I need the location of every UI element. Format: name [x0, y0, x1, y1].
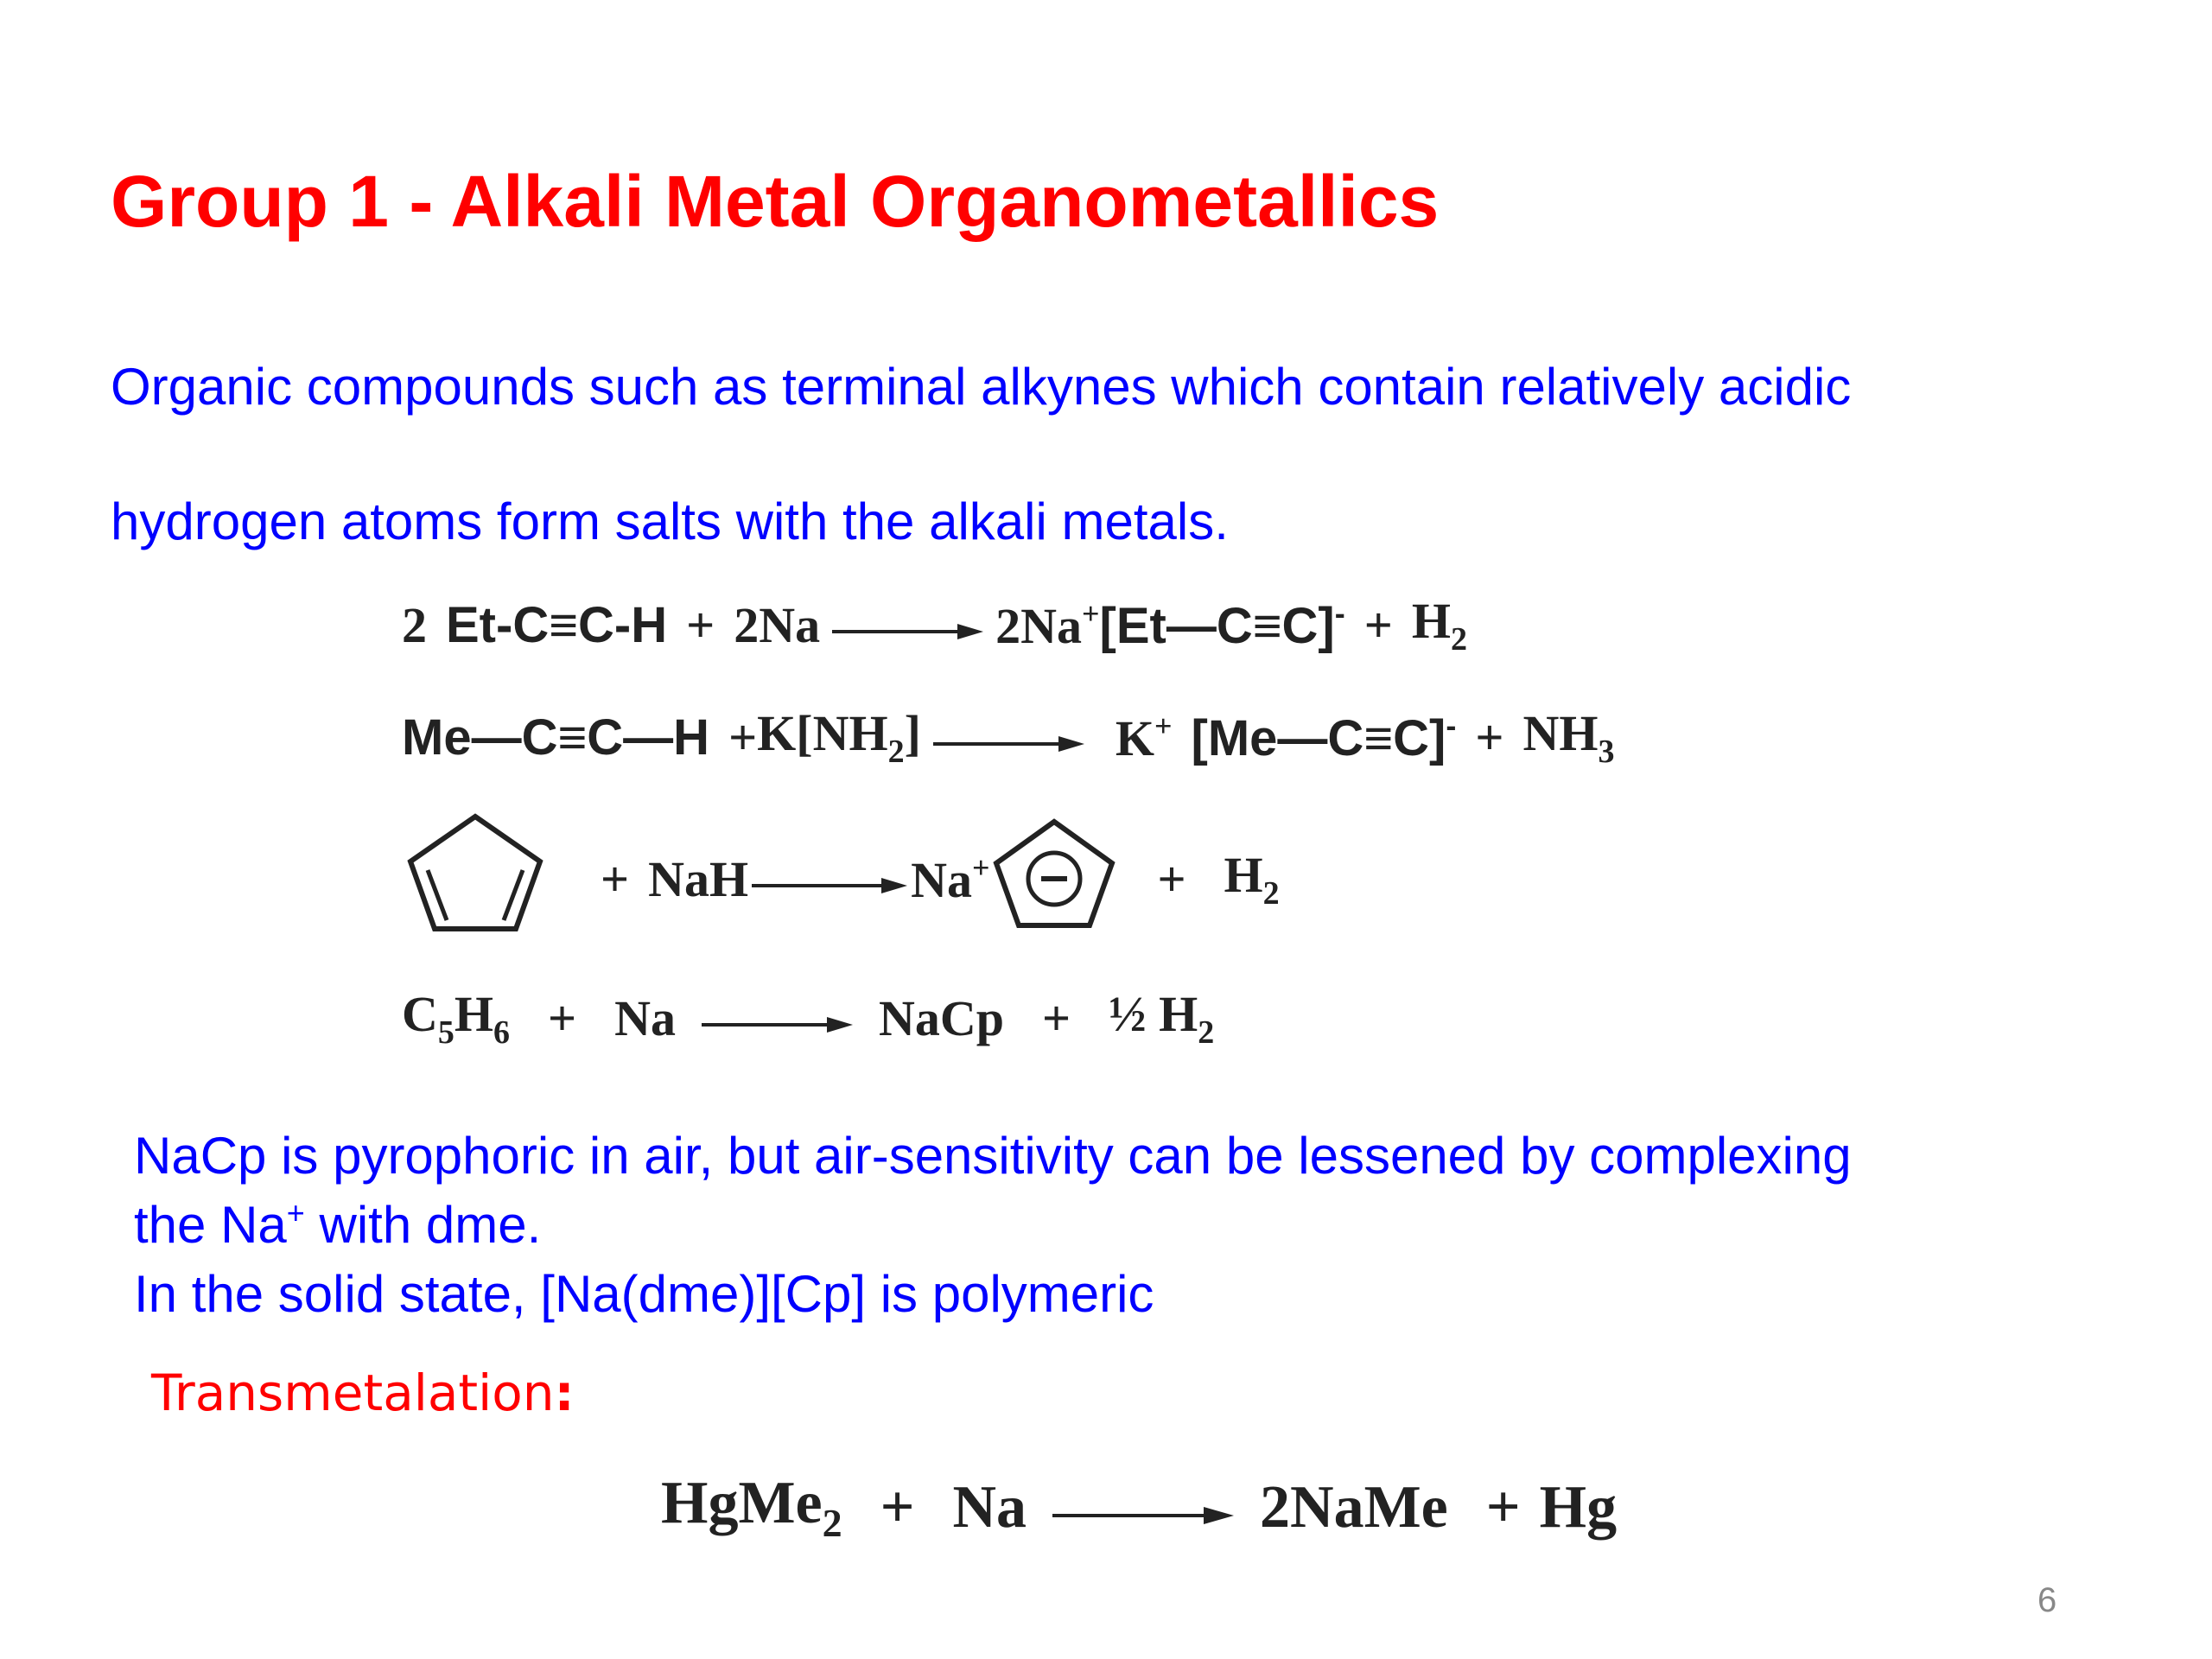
reaction-2	[402, 704, 1614, 771]
r2-reagent: $K[NH_2]$	[757, 705, 921, 770]
note-line-3: In the solid state, [Na(dme)][Cp] is polymeric	[134, 1265, 1154, 1323]
r2-product-cation: K+	[1115, 709, 1173, 766]
r5-byproduct: Hg	[1539, 1473, 1618, 1541]
r1-reactant: Et-C≡C-H	[446, 597, 668, 653]
note-line-1: NaCp is pyrophoric in air, but air-sensitivity can be lessened by complexing	[134, 1127, 1852, 1185]
reaction-arrow-icon	[752, 850, 907, 908]
r2-reactant: Me—C≡C—H	[402, 709, 710, 766]
r1-coefficient: 2	[402, 597, 427, 653]
r2-byproduct: $NH_3$	[1522, 705, 1615, 770]
r2-product-anion: [Me—C≡C]-	[1191, 708, 1457, 766]
r1-plus: +	[686, 597, 715, 653]
r3-byproduct: $H_2$	[1224, 846, 1280, 912]
slide-title: Group 1 - Alkali Metal Organometallics	[111, 161, 1440, 242]
r3-product-cation: Na+	[911, 849, 990, 908]
intro-paragraph	[111, 320, 2037, 589]
reaction-arrow-icon	[832, 596, 983, 654]
note-paragraph	[134, 1122, 2061, 1329]
r5-reactant: HgMe$_2$	[661, 1470, 842, 1545]
r2-plus: +	[728, 709, 758, 766]
r1-byproduct: $H_2$	[1411, 593, 1467, 658]
reaction-arrow-icon	[1052, 1473, 1234, 1542]
r4-plus: +	[548, 990, 577, 1046]
r4-reactant: $C_5H_6$	[402, 986, 511, 1051]
r3-plus-2: +	[1157, 850, 1186, 907]
cyclopentadienide-icon	[989, 815, 1119, 944]
reaction-arrow-icon	[933, 709, 1084, 766]
r1-plus-2: +	[1363, 597, 1393, 653]
reaction-1	[402, 592, 1467, 658]
r1-product-cation: 2Na+	[995, 596, 1100, 654]
r4-reagent: Na	[614, 990, 676, 1046]
r3-plus: +	[601, 850, 630, 907]
r5-reagent: Na	[952, 1473, 1027, 1541]
r4-byproduct: ½ $H_2$	[1109, 986, 1215, 1051]
reaction-3	[402, 808, 1280, 950]
r3-reagent: NaH	[648, 850, 749, 907]
r5-plus-2: +	[1485, 1473, 1521, 1541]
note-line-2: the Na+ with dme.	[134, 1195, 542, 1254]
r1-product-anion: [Et—C≡C]-	[1099, 595, 1345, 654]
r1-reagent: 2Na	[734, 597, 821, 653]
page-number: 6	[2037, 1581, 2057, 1619]
intro-line-2: hydrogen atoms form salts with the alkali metals.	[111, 493, 1229, 550]
reaction-arrow-icon	[702, 989, 853, 1047]
r5-plus: +	[880, 1473, 915, 1541]
r4-plus-2: +	[1042, 990, 1071, 1046]
cyclopentadiene-icon	[402, 808, 549, 950]
reaction-4	[402, 985, 1214, 1052]
r2-plus-2: +	[1475, 709, 1504, 766]
reaction-5	[661, 1469, 1617, 1546]
r5-product: 2NaMe	[1260, 1473, 1448, 1541]
r4-product: NaCp	[878, 990, 1004, 1046]
transmetalation-heading: Transmetalation:	[151, 1363, 575, 1422]
intro-line-1: Organic compounds such as terminal alkynes which contain relatively acidic	[111, 358, 1852, 416]
